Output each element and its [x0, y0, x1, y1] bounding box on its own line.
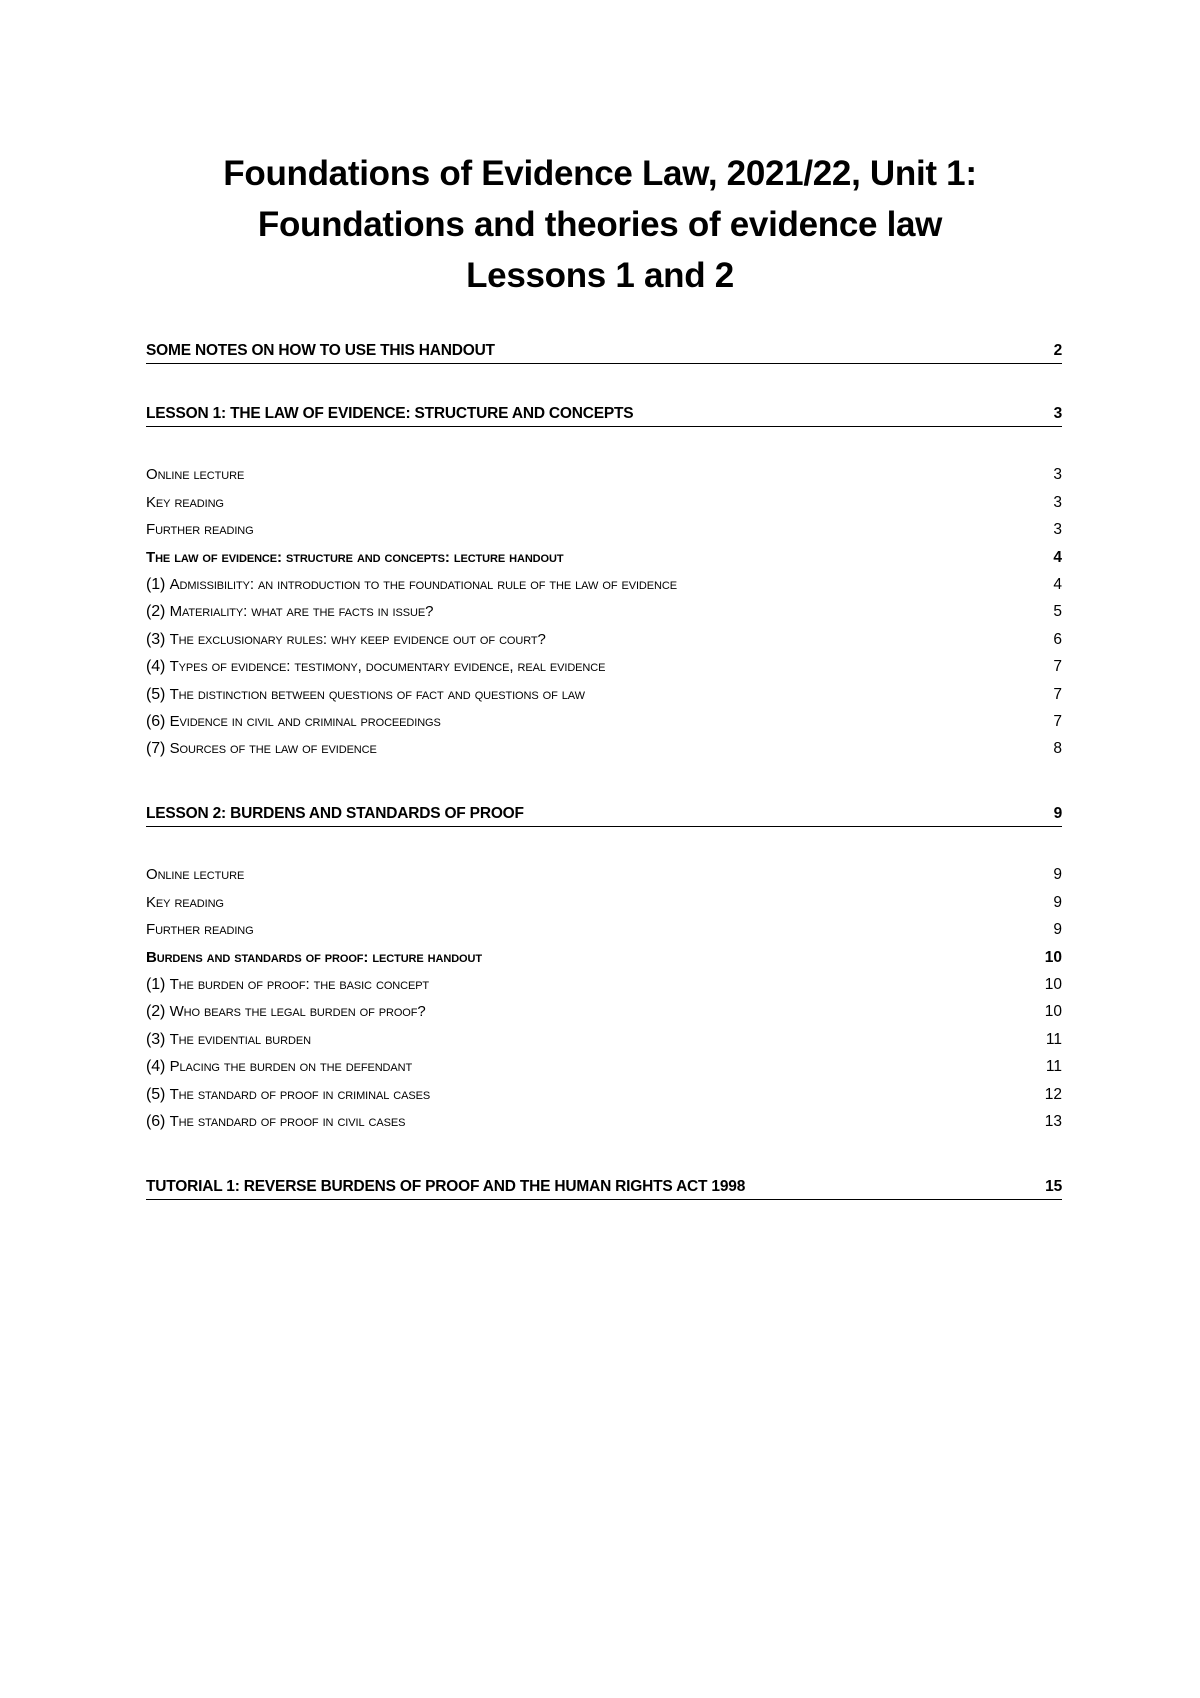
toc-item[interactable]	[146, 997, 1062, 1024]
toc-heading-lesson-2[interactable]	[146, 799, 1062, 827]
toc-lesson-2-items	[146, 860, 1062, 1134]
toc-item-label: (1) The burden of proof: the basic concept	[146, 975, 430, 993]
toc-item[interactable]	[146, 487, 1062, 514]
toc-item-label: Key reading	[146, 493, 224, 511]
toc-item-label: (7) Sources of the law of evidence	[146, 740, 377, 758]
toc-page-number: 8	[1053, 740, 1062, 758]
title-line-1: Foundations of Evidence Law, 2021/22, Unit 1:	[223, 154, 977, 193]
toc-page-number: 3	[1053, 466, 1062, 484]
toc-item[interactable]	[146, 915, 1062, 942]
toc-heading-lesson-1[interactable]	[146, 399, 1062, 427]
toc-page-number: 4	[1053, 548, 1062, 566]
toc-item-label: (5) The standard of proof in criminal cases	[146, 1085, 431, 1103]
toc-item[interactable]	[146, 734, 1062, 761]
toc-page-number: 2	[1053, 342, 1062, 360]
title-line-2: Foundations and theories of evidence law	[257, 205, 943, 244]
toc-item-label: (4) Types of evidence: testimony, documentary evidence, real evidence	[146, 658, 606, 676]
toc-page-number: 5	[1053, 603, 1062, 621]
toc-item-label: Burdens and standards of proof: lecture handout	[146, 948, 482, 966]
toc-page-number: 3	[1053, 521, 1062, 539]
toc-item-label: (3) The exclusionary rules: why keep evidence out of court?	[146, 630, 546, 648]
toc-heading-label: TUTORIAL 1: REVERSE BURDENS OF PROOF AND THE HUMAN RIGHTS ACT 1998	[146, 1178, 746, 1196]
toc-heading-tutorial-1[interactable]	[146, 1172, 1062, 1200]
toc-item[interactable]	[146, 1052, 1062, 1079]
toc-lesson-2	[146, 799, 1062, 827]
toc-page-number: 9	[1053, 893, 1062, 911]
toc-heading-label: LESSON 2: BURDENS AND STANDARDS OF PROOF	[146, 805, 524, 823]
toc-lesson-1	[146, 399, 1062, 427]
toc-lesson-1-items	[146, 460, 1062, 761]
toc-item-label: Further reading	[146, 521, 254, 539]
toc-item-label: The law of evidence: structure and concepts: lecture handout	[146, 548, 564, 566]
toc-page-number: 4	[1053, 575, 1062, 593]
toc-item[interactable]	[146, 652, 1062, 679]
toc-item[interactable]	[146, 1107, 1062, 1134]
toc-page-number: 7	[1053, 712, 1062, 730]
toc-page-number: 10	[1044, 975, 1062, 993]
toc-heading-label: SOME NOTES ON HOW TO USE THIS HANDOUT	[146, 342, 495, 360]
toc-item[interactable]	[146, 942, 1062, 969]
toc-page-number: 13	[1044, 1112, 1062, 1130]
toc-page-number: 9	[1053, 805, 1062, 823]
toc-page-number: 10	[1044, 1003, 1062, 1021]
toc-item[interactable]	[146, 624, 1062, 651]
toc-heading-intro[interactable]	[146, 336, 1062, 364]
toc-item[interactable]	[146, 707, 1062, 734]
toc-page-number: 15	[1045, 1178, 1062, 1196]
toc-item-label: (5) The distinction between questions of fact and questions of law	[146, 685, 585, 703]
toc-item[interactable]	[146, 860, 1062, 887]
toc-page-number: 10	[1044, 948, 1062, 966]
toc-tutorial-1	[146, 1172, 1062, 1200]
document-title	[0, 148, 1200, 301]
toc-item-label: Online lecture	[146, 466, 245, 484]
toc-item-label: Online lecture	[146, 866, 245, 884]
toc-page-number: 9	[1053, 866, 1062, 884]
toc-item[interactable]	[146, 460, 1062, 487]
toc-item[interactable]	[146, 542, 1062, 569]
toc-page-number: 6	[1053, 630, 1062, 648]
toc-page-number: 11	[1045, 1030, 1062, 1048]
toc-page-number: 9	[1053, 921, 1062, 939]
toc-item-label: (2) Who bears the legal burden of proof?	[146, 1003, 426, 1021]
toc-page-number: 7	[1053, 658, 1062, 676]
toc-item[interactable]	[146, 679, 1062, 706]
toc-item[interactable]	[146, 515, 1062, 542]
toc-page-number: 11	[1045, 1058, 1062, 1076]
toc-item-label: (1) Admissibility: an introduction to the foundational rule of the law of evidence	[146, 575, 677, 593]
toc-item[interactable]	[146, 970, 1062, 997]
toc-item[interactable]	[146, 1079, 1062, 1106]
toc-item-label: (3) The evidential burden	[146, 1030, 311, 1048]
toc-item-label: Further reading	[146, 921, 254, 939]
toc-item-label: (4) Placing the burden on the defendant	[146, 1058, 413, 1076]
toc-page-number: 12	[1044, 1085, 1062, 1103]
toc-page-number: 3	[1053, 405, 1062, 423]
toc-item[interactable]	[146, 570, 1062, 597]
toc-item[interactable]	[146, 1024, 1062, 1051]
toc-page-number: 7	[1053, 685, 1062, 703]
toc-item[interactable]	[146, 597, 1062, 624]
toc-page-number: 3	[1053, 493, 1062, 511]
toc-item-label: Key reading	[146, 893, 224, 911]
toc-item[interactable]	[146, 887, 1062, 914]
toc-heading-label: LESSON 1: THE LAW OF EVIDENCE: STRUCTURE AND CONCEPTS	[146, 405, 634, 423]
toc-item-label: (2) Materiality: what are the facts in issue?	[146, 603, 434, 621]
toc-intro	[146, 336, 1062, 364]
title-line-3: Lessons 1 and 2	[466, 256, 734, 295]
toc-item-label: (6) Evidence in civil and criminal proceedings	[146, 712, 441, 730]
toc-item-label: (6) The standard of proof in civil cases	[146, 1112, 406, 1130]
